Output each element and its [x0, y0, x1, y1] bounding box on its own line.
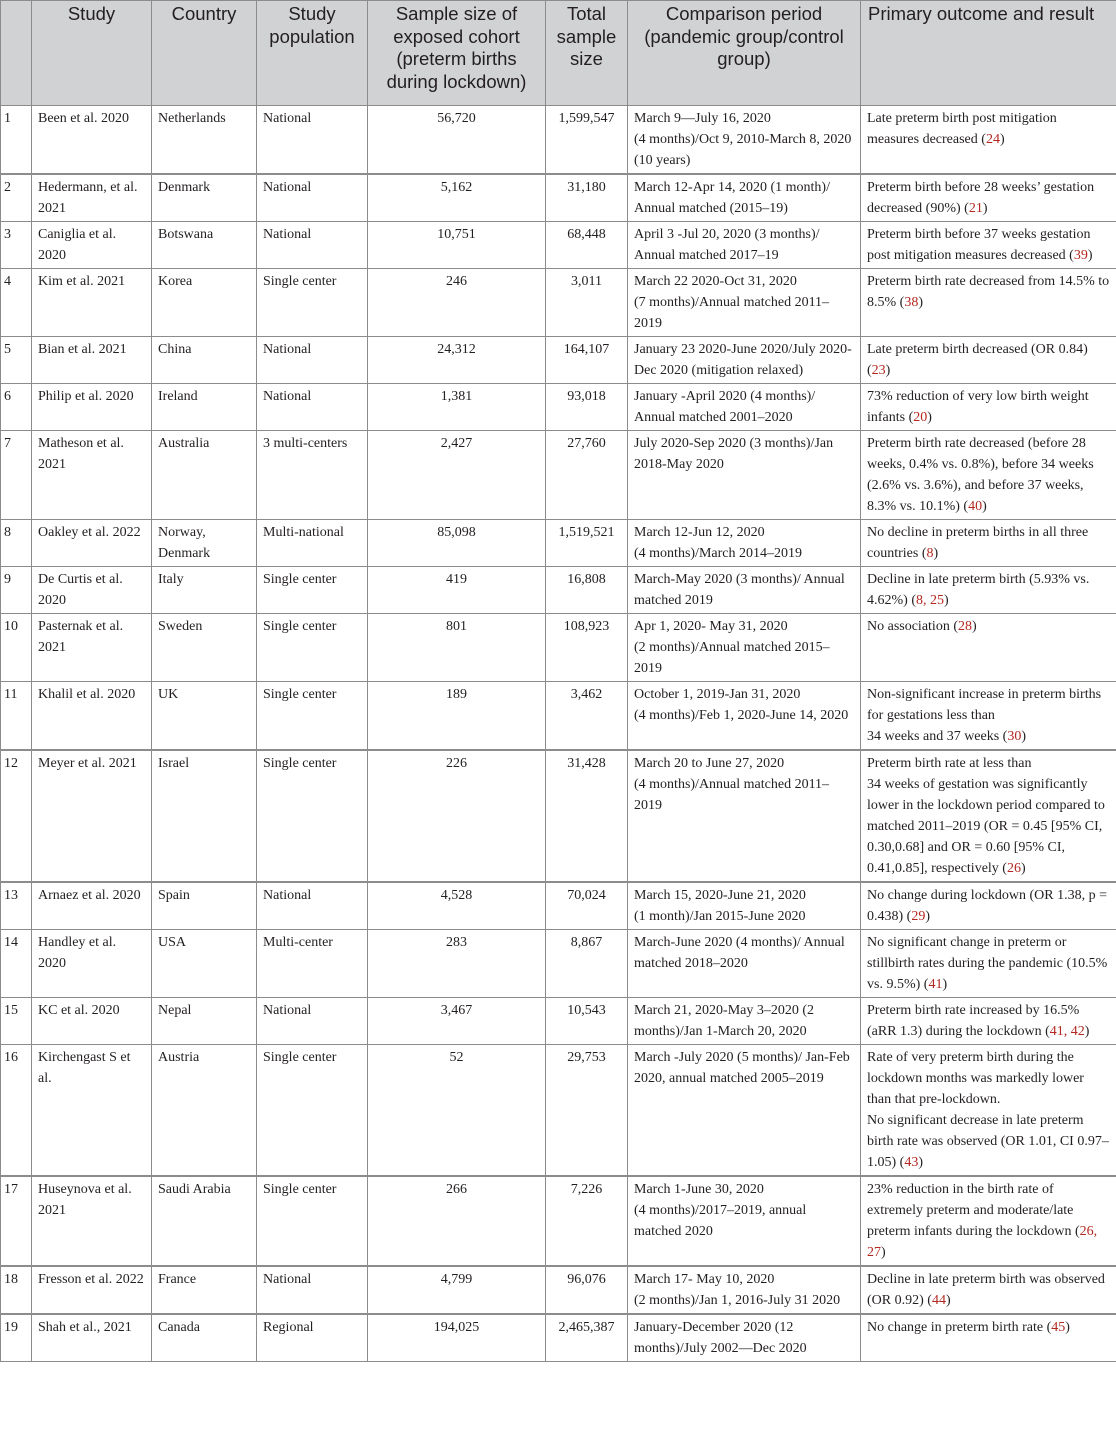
cell-total-sample: 29,753: [546, 1045, 628, 1177]
cell-comparison-period: [628, 520, 861, 567]
cell-outcome: [861, 614, 1116, 682]
cell-country: Netherlands: [152, 106, 257, 175]
cell-comparison-period: [628, 614, 861, 682]
cell-population: National: [257, 998, 368, 1045]
cell-exposed-sample: 194,025: [368, 1314, 546, 1362]
cell-country: Sweden: [152, 614, 257, 682]
cell-outcome: [861, 1045, 1116, 1177]
table-row: [1, 520, 1116, 567]
outcome-close-paren: ): [999, 132, 1005, 147]
header-row: [1, 1, 1116, 106]
outcome-text: No change during lockdown (OR 1.38, p = 0.438) (: [867, 888, 1108, 924]
reference-link[interactable]: 21: [968, 201, 983, 216]
cell-total-sample: 164,107: [546, 337, 628, 384]
cell-exposed-sample: 226: [368, 750, 546, 882]
cell-exposed-sample: 283: [368, 930, 546, 998]
reference-link[interactable]: 44: [931, 1293, 946, 1308]
cell-population: Single center: [257, 614, 368, 682]
cell-total-sample: 31,428: [546, 750, 628, 882]
cell-exposed-sample: 5,162: [368, 174, 546, 222]
cell-study: Been et al. 2020: [32, 106, 152, 175]
cell-outcome: [861, 222, 1116, 269]
cell-study: Huseynova et al. 2021: [32, 1176, 152, 1266]
header-total-sample: Total sample size: [546, 1, 628, 106]
cell-study: Meyer et al. 2021: [32, 750, 152, 882]
cell-comparison-period-text: January 23 2020-June 2020/July 2020-Dec 2020 (mitigation relaxed): [634, 342, 852, 378]
cell-study: Philip et al. 2020: [32, 384, 152, 431]
cell-comparison-period-text: April 3 -Jul 20, 2020 (3 months)/ Annual matched 2017–19: [634, 227, 820, 263]
cell-country: Norway, Denmark: [152, 520, 257, 567]
cell-exposed-sample: 3,467: [368, 998, 546, 1045]
cell-total-sample: 93,018: [546, 384, 628, 431]
table-row: [1, 930, 1116, 998]
cell-population: Multi-national: [257, 520, 368, 567]
cell-comparison-period-text: March 17- May 10, 2020 (2 months)/Jan 1, 2016-July 31 2020: [634, 1272, 841, 1308]
cell-comparison-period: [628, 750, 861, 882]
outcome-text: Preterm birth before 28 weeks’ gestation decreased (90%) (: [867, 180, 1095, 216]
cell-population: National: [257, 337, 368, 384]
reference-link[interactable]: 30: [1007, 729, 1022, 744]
reference-link[interactable]: 29: [911, 909, 926, 924]
cell-outcome: [861, 882, 1116, 930]
cell-comparison-period: [628, 930, 861, 998]
outcome-close-paren: ): [1020, 861, 1026, 876]
header-population: Study population: [257, 1, 368, 106]
reference-link[interactable]: 26, 27: [867, 1224, 1098, 1260]
outcome-text: No significant change in preterm or stillbirth rates during the pandemic (10.5% vs. 9.5%) (: [867, 935, 1108, 992]
outcome-text: Preterm birth rate decreased (before 28 weeks, 0.4% vs. 0.8%), before 34 weeks (2.6% vs. 3.6%), and before 37 weeks, 8.3% vs. 10.1%) (: [867, 436, 1094, 514]
cell-comparison-period: [628, 1176, 861, 1266]
outcome-text: Non-significant increase in preterm births for gestations less than 34 weeks and 37 weeks (: [867, 687, 1102, 744]
cell-country: Canada: [152, 1314, 257, 1362]
reference-link[interactable]: 8: [926, 546, 934, 561]
cell-outcome: [861, 998, 1116, 1045]
cell-index: 19: [1, 1314, 32, 1362]
cell-comparison-period: [628, 1266, 861, 1314]
cell-population: National: [257, 222, 368, 269]
outcome-close-paren: ): [925, 909, 930, 924]
cell-index: 4: [1, 269, 32, 337]
cell-outcome: [861, 431, 1116, 520]
cell-total-sample: 7,226: [546, 1176, 628, 1266]
cell-comparison-period-text: March 15, 2020-June 21, 2020 (1 month)/Jan 2015-June 2020: [634, 888, 806, 924]
cell-country: Israel: [152, 750, 257, 882]
reference-link[interactable]: 20: [913, 410, 928, 425]
cell-exposed-sample: 2,427: [368, 431, 546, 520]
cell-study: KC et al. 2020: [32, 998, 152, 1045]
cell-country: Ireland: [152, 384, 257, 431]
table-row: [1, 1266, 1116, 1314]
cell-study: Matheson et al. 2021: [32, 431, 152, 520]
cell-exposed-sample: 56,720: [368, 106, 546, 175]
cell-study: Hedermann, et al. 2021: [32, 174, 152, 222]
cell-study: Fresson et al. 2022: [32, 1266, 152, 1314]
cell-exposed-sample: 85,098: [368, 520, 546, 567]
header-comparison-period: Comparison period (pandemic group/control group): [628, 1, 861, 106]
cell-study: Oakley et al. 2022: [32, 520, 152, 567]
cell-comparison-period-text: March -July 2020 (5 months)/ Jan-Feb 2020, annual matched 2005–2019: [634, 1050, 850, 1086]
cell-index: 17: [1, 1176, 32, 1266]
cell-comparison-period: [628, 998, 861, 1045]
cell-comparison-period-text: January-December 2020 (12 months)/July 2002—Dec 2020: [634, 1320, 807, 1356]
cell-population: National: [257, 174, 368, 222]
cell-exposed-sample: 4,799: [368, 1266, 546, 1314]
cell-population: Regional: [257, 1314, 368, 1362]
table-row: [1, 431, 1116, 520]
cell-comparison-period: [628, 1045, 861, 1177]
cell-population: Single center: [257, 750, 368, 882]
cell-comparison-period: [628, 222, 861, 269]
cell-comparison-period: [628, 1314, 861, 1362]
cell-population: National: [257, 882, 368, 930]
table-row: [1, 882, 1116, 930]
outcome-close-paren: ): [927, 410, 932, 425]
cell-total-sample: 31,180: [546, 174, 628, 222]
table-row: [1, 1314, 1116, 1362]
cell-index: 14: [1, 930, 32, 998]
cell-exposed-sample: 10,751: [368, 222, 546, 269]
table-row: [1, 106, 1116, 175]
reference-link[interactable]: 28: [957, 619, 972, 634]
cell-outcome: [861, 520, 1116, 567]
cell-outcome: [861, 1314, 1116, 1362]
outcome-close-paren: ): [1084, 1024, 1090, 1039]
cell-comparison-period: [628, 174, 861, 222]
cell-country: Nepal: [152, 998, 257, 1045]
cell-index: 6: [1, 384, 32, 431]
cell-exposed-sample: 266: [368, 1176, 546, 1266]
cell-population: 3 multi-centers: [257, 431, 368, 520]
outcome-close-paren: ): [918, 295, 923, 310]
cell-comparison-period-text: March 12-Apr 14, 2020 (1 month)/ Annual matched (2015–19): [634, 180, 830, 216]
cell-total-sample: 2,465,387: [546, 1314, 628, 1362]
cell-exposed-sample: 246: [368, 269, 546, 337]
cell-outcome: [861, 174, 1116, 222]
outcome-text: Late preterm birth post mitigation measures decreased (: [867, 111, 1057, 147]
cell-index: 1: [1, 106, 32, 175]
cell-exposed-sample: 419: [368, 567, 546, 614]
cell-population: National: [257, 1266, 368, 1314]
cell-index: 9: [1, 567, 32, 614]
cell-comparison-period: [628, 431, 861, 520]
outcome-text: Preterm birth before 37 weeks gestation post mitigation measures decreased (: [867, 227, 1091, 263]
cell-country: Korea: [152, 269, 257, 337]
header-study: Study: [32, 1, 152, 106]
cell-index: 18: [1, 1266, 32, 1314]
reference-link[interactable]: 26: [1006, 861, 1021, 876]
table-row: [1, 567, 1116, 614]
cell-outcome: [861, 269, 1116, 337]
cell-total-sample: 16,808: [546, 567, 628, 614]
cell-total-sample: 70,024: [546, 882, 628, 930]
cell-comparison-period: [628, 882, 861, 930]
cell-index: 11: [1, 682, 32, 751]
outcome-text: Decline in late preterm birth (5.93% vs. 4.62%) (: [867, 572, 1090, 608]
cell-study: Arnaez et al. 2020: [32, 882, 152, 930]
cell-country: Australia: [152, 431, 257, 520]
cell-exposed-sample: 1,381: [368, 384, 546, 431]
cell-total-sample: 68,448: [546, 222, 628, 269]
cell-exposed-sample: 4,528: [368, 882, 546, 930]
outcome-close-paren: ): [918, 1155, 923, 1170]
cell-total-sample: 8,867: [546, 930, 628, 998]
outcome-close-paren: ): [982, 499, 987, 514]
table-row: [1, 222, 1116, 269]
cell-total-sample: 1,519,521: [546, 520, 628, 567]
cell-country: France: [152, 1266, 257, 1314]
outcome-text: Preterm birth rate increased by 16.5% (aRR 1.3) during the lockdown (: [867, 1003, 1080, 1039]
outcome-text: No change in preterm birth rate (: [867, 1320, 1052, 1335]
cell-population: Single center: [257, 682, 368, 751]
cell-population: National: [257, 384, 368, 431]
cell-population: Single center: [257, 1176, 368, 1266]
outcome-text: Preterm birth rate decreased from 14.5% to 8.5% (: [867, 274, 1110, 310]
outcome-close-paren: ): [1021, 729, 1027, 744]
table-header: [1, 1, 1116, 106]
cell-index: 16: [1, 1045, 32, 1177]
cell-comparison-period-text: January -April 2020 (4 months)/ Annual matched 2001–2020: [634, 389, 816, 425]
cell-comparison-period-text: March 12-Jun 12, 2020 (4 months)/March 2014–2019: [634, 525, 802, 561]
cell-outcome: [861, 930, 1116, 998]
cell-index: 8: [1, 520, 32, 567]
outcome-close-paren: ): [942, 977, 948, 992]
table-row: [1, 998, 1116, 1045]
outcome-close-paren: ): [971, 619, 977, 634]
outcome-close-paren: ): [1087, 248, 1093, 263]
cell-population: National: [257, 106, 368, 175]
table-row: [1, 1045, 1116, 1177]
outcome-close-paren: ): [945, 1293, 951, 1308]
outcome-text: 73% reduction of very low birth weight infants (: [867, 389, 1089, 425]
outcome-text: No association (: [867, 619, 958, 634]
cell-country: Saudi Arabia: [152, 1176, 257, 1266]
cell-comparison-period-text: March-June 2020 (4 months)/ Annual matched 2018–2020: [634, 935, 845, 971]
cell-index: 10: [1, 614, 32, 682]
cell-study: Kirchengast S et al.: [32, 1045, 152, 1177]
cell-outcome: [861, 106, 1116, 175]
cell-index: 2: [1, 174, 32, 222]
cell-outcome: [861, 337, 1116, 384]
cell-country: Austria: [152, 1045, 257, 1177]
outcome-text: No decline in preterm births in all three countries (: [867, 525, 1089, 561]
cell-outcome: [861, 750, 1116, 882]
cell-outcome: [861, 1266, 1116, 1314]
cell-total-sample: 3,011: [546, 269, 628, 337]
outcome-close-paren: ): [933, 546, 939, 561]
header-exposed-sample: Sample size of exposed cohort (preterm births during lockdown): [368, 1, 546, 106]
cell-country: China: [152, 337, 257, 384]
outcome-close-paren: ): [885, 363, 891, 378]
cell-country: Spain: [152, 882, 257, 930]
cell-comparison-period-text: March 21, 2020-May 3–2020 (2 months)/Jan 1-March 20, 2020: [634, 1003, 815, 1039]
outcome-close-paren: ): [982, 201, 988, 216]
outcome-close-paren: ): [1065, 1320, 1070, 1335]
reference-link[interactable]: 24: [985, 132, 1000, 147]
cell-comparison-period-text: March 22 2020-Oct 31, 2020 (7 months)/Annual matched 2011–2019: [634, 274, 830, 331]
reference-link[interactable]: 40: [968, 499, 983, 514]
cell-population: Single center: [257, 1045, 368, 1177]
outcome-text: Preterm birth rate at less than 34 weeks of gestation was significantly lower in the lockdown period compared to matched 2011–2019 (OR = 0.45 [95% CI, 0.30,0.68] and OR = 0.60 [95% CI, 0.41,0.85], respectively (: [867, 756, 1105, 876]
cell-comparison-period: [628, 384, 861, 431]
cell-index: 7: [1, 431, 32, 520]
table-row: [1, 1176, 1116, 1266]
cell-index: 12: [1, 750, 32, 882]
reference-link[interactable]: 41, 42: [1049, 1024, 1085, 1039]
cell-comparison-period: [628, 269, 861, 337]
cell-total-sample: 1,599,547: [546, 106, 628, 175]
reference-link[interactable]: 43: [904, 1155, 919, 1170]
cell-comparison-period-text: March 1-June 30, 2020 (4 months)/2017–2019, annual matched 2020: [634, 1182, 807, 1239]
cell-total-sample: 96,076: [546, 1266, 628, 1314]
cell-population: Multi-center: [257, 930, 368, 998]
cell-study: Kim et al. 2021: [32, 269, 152, 337]
table-body: [1, 106, 1116, 1362]
cell-country: UK: [152, 682, 257, 751]
table-row: [1, 682, 1116, 751]
cell-exposed-sample: 801: [368, 614, 546, 682]
cell-comparison-period: [628, 106, 861, 175]
cell-index: 15: [1, 998, 32, 1045]
cell-comparison-period-text: Apr 1, 2020- May 31, 2020 (2 months)/Annual matched 2015–2019: [634, 619, 830, 676]
cell-comparison-period-text: March 9—July 16, 2020 (4 months)/Oct 9, 2010-March 8, 2020 (10 years): [634, 111, 852, 168]
reference-link[interactable]: 38: [904, 295, 919, 310]
cell-study: Handley et al. 2020: [32, 930, 152, 998]
cell-comparison-period-text: October 1, 2019-Jan 31, 2020 (4 months)/Feb 1, 2020-June 14, 2020: [634, 687, 849, 723]
cell-outcome: [861, 384, 1116, 431]
cell-comparison-period: [628, 337, 861, 384]
outcome-close-paren: ): [881, 1245, 886, 1260]
cell-study: Shah et al., 2021: [32, 1314, 152, 1362]
cell-index: 3: [1, 222, 32, 269]
cell-population: Single center: [257, 269, 368, 337]
cell-outcome: [861, 682, 1116, 751]
cell-outcome: [861, 567, 1116, 614]
cell-country: Denmark: [152, 174, 257, 222]
cell-country: USA: [152, 930, 257, 998]
cell-exposed-sample: 189: [368, 682, 546, 751]
cell-total-sample: 27,760: [546, 431, 628, 520]
reference-link[interactable]: 23: [871, 363, 886, 378]
header-country: Country: [152, 1, 257, 106]
cell-population: Single center: [257, 567, 368, 614]
cell-outcome: [861, 1176, 1116, 1266]
cell-comparison-period-text: July 2020-Sep 2020 (3 months)/Jan 2018-May 2020: [634, 436, 834, 472]
outcome-text: 23% reduction in the birth rate of extremely preterm and moderate/late preterm infants during the lockdown (: [867, 1182, 1080, 1239]
table-row: [1, 614, 1116, 682]
cell-comparison-period: [628, 567, 861, 614]
table-row: [1, 337, 1116, 384]
table-row: [1, 750, 1116, 882]
outcome-text: Late preterm birth decreased (OR 0.84) (: [867, 342, 1088, 378]
cell-country: Botswana: [152, 222, 257, 269]
cell-comparison-period: [628, 682, 861, 751]
cell-study: Pasternak et al. 2021: [32, 614, 152, 682]
cell-study: Caniglia et al. 2020: [32, 222, 152, 269]
cell-total-sample: 108,923: [546, 614, 628, 682]
reference-link[interactable]: 41: [928, 977, 943, 992]
cell-total-sample: 10,543: [546, 998, 628, 1045]
cell-exposed-sample: 52: [368, 1045, 546, 1177]
cell-study: De Curtis et al. 2020: [32, 567, 152, 614]
cell-total-sample: 3,462: [546, 682, 628, 751]
cell-exposed-sample: 24,312: [368, 337, 546, 384]
reference-link[interactable]: 45: [1051, 1320, 1066, 1335]
outcome-text: Rate of very preterm birth during the lockdown months was markedly lower than that pre-lockdown. No significant decrease in late preterm birth rate was observed (OR 1.01, CI 0.97–1.05) (: [867, 1050, 1109, 1170]
table-row: [1, 269, 1116, 337]
cell-study: Khalil et al. 2020: [32, 682, 152, 751]
header-outcome: Primary outcome and result: [861, 1, 1116, 106]
cell-index: 5: [1, 337, 32, 384]
cell-index: 13: [1, 882, 32, 930]
reference-link[interactable]: 39: [1073, 248, 1088, 263]
header-index: [1, 1, 32, 106]
cell-comparison-period-text: March-May 2020 (3 months)/ Annual matched 2019: [634, 572, 845, 608]
cell-comparison-period-text: March 20 to June 27, 2020 (4 months)/Annual matched 2011–2019: [634, 756, 830, 813]
outcome-close-paren: ): [944, 593, 949, 608]
cell-study: Bian et al. 2021: [32, 337, 152, 384]
outcome-text: Decline in late preterm birth was observed (OR 0.92) (: [867, 1272, 1105, 1308]
cell-country: Italy: [152, 567, 257, 614]
reference-link[interactable]: 8, 25: [916, 593, 944, 608]
table-row: [1, 174, 1116, 222]
table-row: [1, 384, 1116, 431]
